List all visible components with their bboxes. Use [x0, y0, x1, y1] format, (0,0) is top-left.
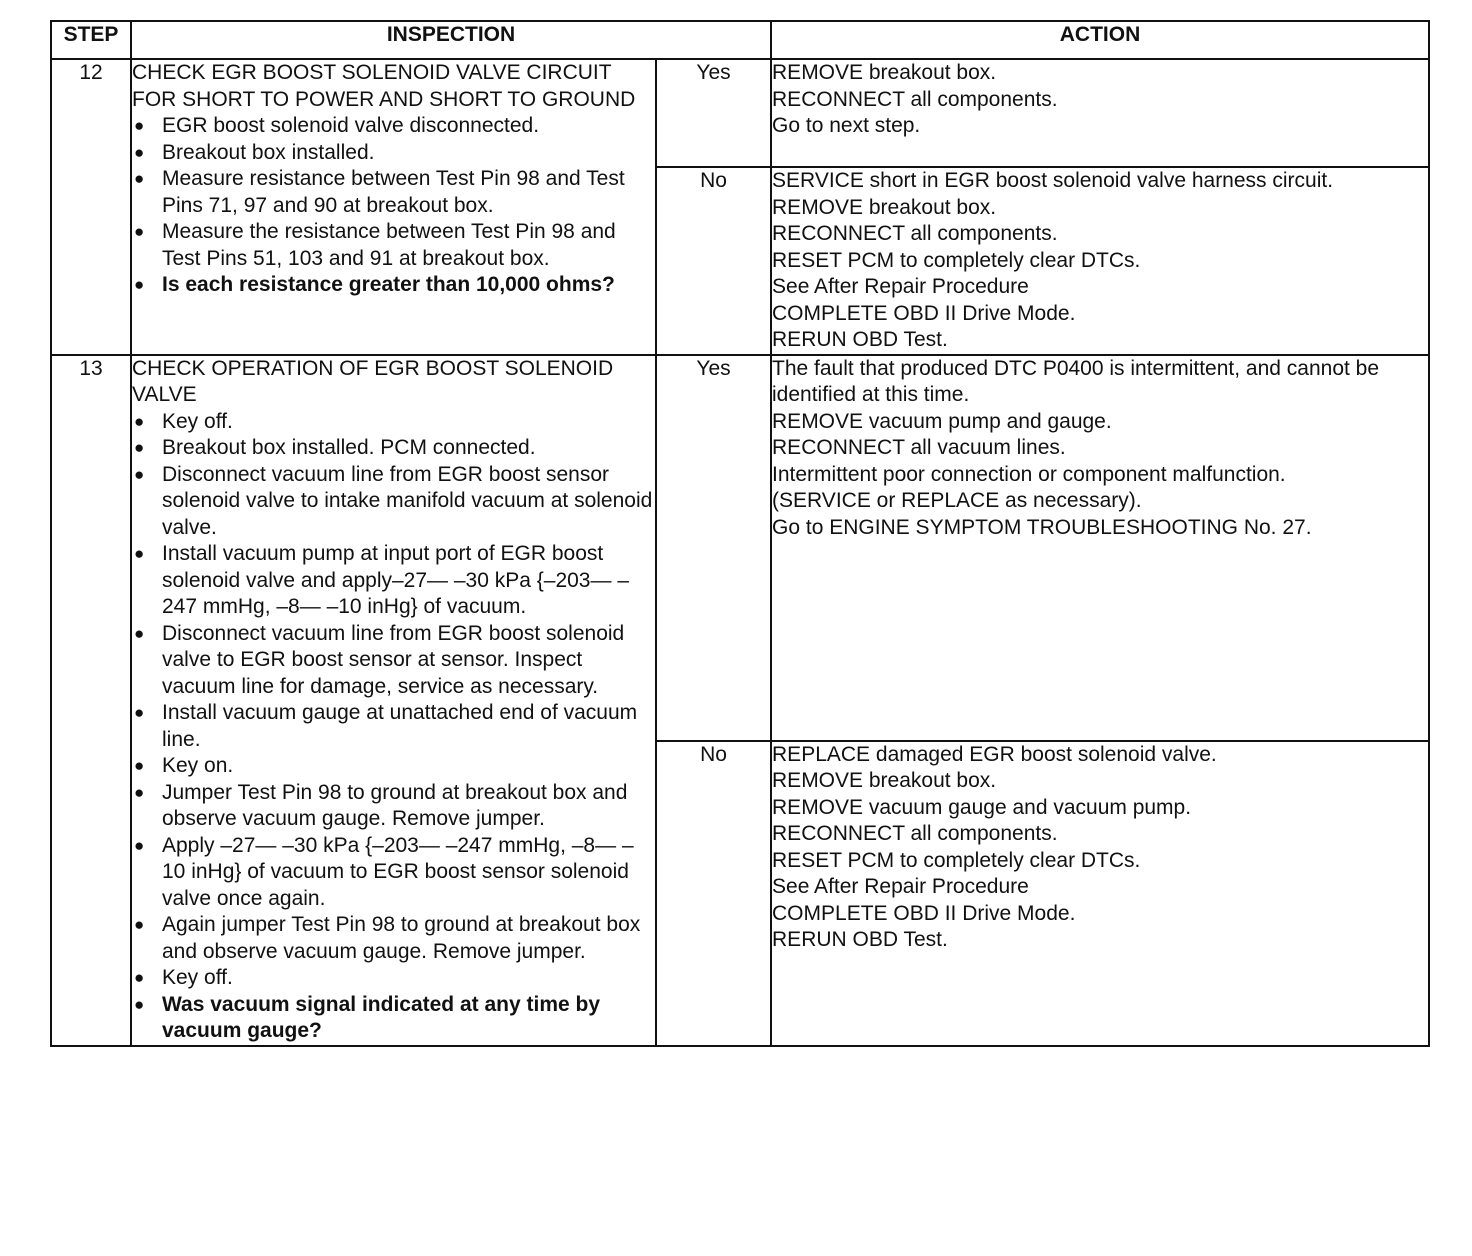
action-line: RECONNECT all components. [772, 822, 1058, 845]
inspection-item: ● Measure the resistance between Test Pin 98 and Test Pins 51, 103 and 91 at breakout box. [132, 219, 655, 272]
action-line: REMOVE breakout box. [772, 195, 997, 219]
action-line: SERVICE short in EGR boost solenoid valve harness circuit. [772, 169, 1334, 192]
inspection-item: ● Key on. [132, 753, 655, 780]
inspection-item: ● Jumper Test Pin 98 to ground at breakout box and observe vacuum gauge. Remove jumper. [132, 780, 655, 833]
inspection-cell [131, 355, 656, 1046]
inspection-item: ● Apply –27— –30 kPa {–203— –247 mmHg, –8— –10 inHg} of vacuum to EGR boost sensor solenoid valve once again. [132, 833, 655, 913]
action-line: REMOVE vacuum gauge and vacuum pump. [772, 795, 1192, 819]
no-label: No [656, 741, 771, 1046]
action-line: (SERVICE or REPLACE as necessary). [772, 489, 1142, 512]
step-12-yes-row [51, 59, 1429, 167]
step-number: 12 [51, 59, 131, 355]
action-line: See After Repair Procedure [772, 275, 1029, 298]
inspection-question: ● Was vacuum signal indicated at any time by vacuum gauge? [132, 992, 655, 1045]
action-line: RESET PCM to completely clear DTCs. [772, 848, 1141, 872]
action-header: ACTION [771, 21, 1429, 59]
yes-label: Yes [656, 59, 771, 167]
action-line: RESET PCM to completely clear DTCs. [772, 248, 1141, 272]
step-header: STEP [51, 21, 131, 59]
action-line: RECONNECT all vacuum lines. [772, 436, 1066, 459]
no-action-cell [771, 741, 1429, 1046]
header-row [51, 21, 1429, 59]
inspection-cell [131, 59, 656, 355]
action-line: RERUN OBD Test. [772, 928, 948, 951]
inspection-item: ● Again jumper Test Pin 98 to ground at breakout box and observe vacuum gauge. Remove jumper. [132, 912, 655, 965]
step-number: 13 [51, 355, 131, 1046]
inspection-item: ● Breakout box installed. [132, 140, 655, 167]
inspection-item: ● Measure resistance between Test Pin 98 and Test Pins 71, 97 and 90 at breakout box. [132, 166, 655, 219]
yes-action-cell [771, 59, 1429, 167]
inspection-item: ● Disconnect vacuum line from EGR boost solenoid valve to EGR boost sensor at sensor. Inspect vacuum line for damage, service as necessary. [132, 621, 655, 701]
inspection-list [132, 113, 655, 299]
inspection-question: ● Is each resistance greater than 10,000 ohms? [132, 272, 655, 299]
inspection-header: INSPECTION [131, 21, 771, 59]
action-line: The fault that produced DTC P0400 is intermittent, and cannot be identified at this time. [772, 356, 1380, 406]
inspection-list [132, 409, 655, 1045]
inspection-title: CHECK OPERATION OF EGR BOOST SOLENOID VALVE [132, 356, 614, 406]
action-line: REMOVE breakout box. [772, 61, 997, 84]
action-line: Intermittent poor connection or component malfunction. [772, 462, 1286, 486]
no-action-cell [771, 167, 1429, 355]
inspection-item: ● Key off. [132, 409, 655, 436]
step-13-yes-row [51, 355, 1429, 741]
no-label: No [656, 167, 771, 355]
action-line: RECONNECT all components. [772, 222, 1058, 245]
action-line: REMOVE breakout box. [772, 769, 997, 792]
yes-label: Yes [656, 355, 771, 741]
action-line: REMOVE vacuum pump and gauge. [772, 409, 1112, 433]
inspection-title: CHECK EGR BOOST SOLENOID VALVE CIRCUIT FOR SHORT TO POWER AND SHORT TO GROUND [132, 61, 636, 111]
action-line: See After Repair Procedure [772, 875, 1029, 898]
inspection-item: ● Disconnect vacuum line from EGR boost sensor solenoid valve to intake manifold vacuum at solenoid valve. [132, 462, 655, 542]
action-line: COMPLETE OBD II Drive Mode. [772, 301, 1076, 325]
diagnostic-table [50, 20, 1430, 1047]
inspection-item: ● Install vacuum gauge at unattached end of vacuum line. [132, 700, 655, 753]
yes-action-cell [771, 355, 1429, 741]
action-line: RERUN OBD Test. [772, 328, 948, 351]
inspection-item: ● Key off. [132, 965, 655, 992]
action-line: COMPLETE OBD II Drive Mode. [772, 901, 1076, 925]
action-line: Go to next step. [772, 114, 921, 137]
inspection-item: ● Breakout box installed. PCM connected. [132, 435, 655, 462]
action-line: RECONNECT all components. [772, 87, 1058, 111]
action-line: Go to ENGINE SYMPTOM TROUBLESHOOTING No. 27. [772, 515, 1312, 539]
inspection-item: ● EGR boost solenoid valve disconnected. [132, 113, 655, 140]
inspection-item: ● Install vacuum pump at input port of EGR boost solenoid valve and apply–27— –30 kPa {–203— –247 mmHg, –8— –10 inHg} of vacuum. [132, 541, 655, 621]
action-line: REPLACE damaged EGR boost solenoid valve. [772, 742, 1217, 766]
